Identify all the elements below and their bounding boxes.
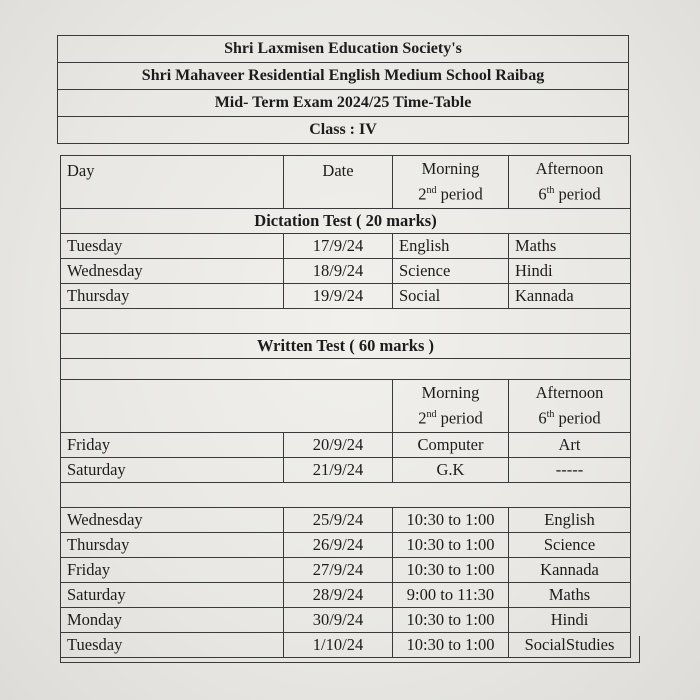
dictation-title: Dictation Test ( 20 marks) (61, 209, 631, 234)
trailing-empty-row (60, 636, 640, 663)
time-cell: 10:30 to 1:00 (393, 508, 509, 533)
date-cell: 17/9/24 (284, 234, 393, 259)
day-cell: Friday (61, 433, 284, 458)
table-row (61, 433, 631, 458)
date-cell: 18/9/24 (284, 259, 393, 284)
morning-column-header: Morning 2nd period (393, 156, 509, 209)
day-column-header: Day (61, 156, 284, 209)
time-cell: 9:00 to 11:30 (393, 583, 509, 608)
subject-cell: Kannada (509, 558, 631, 583)
written-header-row (61, 380, 631, 433)
subject-cell: SocialStudies (509, 633, 631, 658)
date-column-header: Date (284, 156, 393, 209)
class-label: Class : IV (58, 117, 629, 144)
afternoon-cell: Maths (509, 234, 631, 259)
afternoon-column-header: Afternoon 6th period (509, 156, 631, 209)
subject-cell: Hindi (509, 608, 631, 633)
school-name: Shri Mahaveer Residential English Medium School Raibag (58, 63, 629, 90)
written-afternoon-header: Afternoon 6th period (509, 380, 631, 433)
date-cell: 27/9/24 (284, 558, 393, 583)
morning-cell: English (393, 234, 509, 259)
written-title: Written Test ( 60 marks ) (61, 334, 631, 359)
day-cell: Friday (61, 558, 284, 583)
morning-cell: Social (393, 284, 509, 309)
table-row (61, 583, 631, 608)
date-cell: 1/10/24 (284, 633, 393, 658)
time-cell: 10:30 to 1:00 (393, 533, 509, 558)
afternoon-cell: ----- (509, 458, 631, 483)
timetable (60, 155, 631, 658)
table-row (61, 284, 631, 309)
morning-cell: Science (393, 259, 509, 284)
society-name: Shri Laxmisen Education Society's (58, 36, 629, 63)
table-row (61, 508, 631, 533)
date-cell: 26/9/24 (284, 533, 393, 558)
dictation-section-row (61, 209, 631, 234)
date-cell: 30/9/24 (284, 608, 393, 633)
table-row (61, 458, 631, 483)
time-cell: 10:30 to 1:00 (393, 608, 509, 633)
spacer-row (61, 359, 631, 380)
table-row (61, 558, 631, 583)
day-cell: Thursday (61, 533, 284, 558)
day-cell: Thursday (61, 284, 284, 309)
table-row (61, 234, 631, 259)
day-cell: Wednesday (61, 508, 284, 533)
day-cell: Monday (61, 608, 284, 633)
spacer-row (61, 483, 631, 508)
day-cell: Wednesday (61, 259, 284, 284)
day-cell: Tuesday (61, 633, 284, 658)
day-cell: Saturday (61, 458, 284, 483)
subject-cell: English (509, 508, 631, 533)
subject-cell: Maths (509, 583, 631, 608)
table-row (61, 608, 631, 633)
column-header-row (61, 156, 631, 209)
date-cell: 25/9/24 (284, 508, 393, 533)
written-section-row (61, 334, 631, 359)
day-cell: Saturday (61, 583, 284, 608)
date-cell: 21/9/24 (284, 458, 393, 483)
afternoon-cell: Hindi (509, 259, 631, 284)
day-cell: Tuesday (61, 234, 284, 259)
time-cell: 10:30 to 1:00 (393, 633, 509, 658)
written-morning-header: Morning 2nd period (393, 380, 509, 433)
school-header (57, 35, 629, 144)
time-cell: 10:30 to 1:00 (393, 558, 509, 583)
morning-cell: G.K (393, 458, 509, 483)
afternoon-cell: Kannada (509, 284, 631, 309)
spacer-row (61, 309, 631, 334)
table-row (61, 533, 631, 558)
exam-title: Mid- Term Exam 2024/25 Time-Table (58, 90, 629, 117)
subject-cell: Science (509, 533, 631, 558)
morning-cell: Computer (393, 433, 509, 458)
date-cell: 19/9/24 (284, 284, 393, 309)
date-cell: 28/9/24 (284, 583, 393, 608)
afternoon-cell: Art (509, 433, 631, 458)
blank-header-cell (61, 380, 393, 433)
date-cell: 20/9/24 (284, 433, 393, 458)
table-row (61, 259, 631, 284)
